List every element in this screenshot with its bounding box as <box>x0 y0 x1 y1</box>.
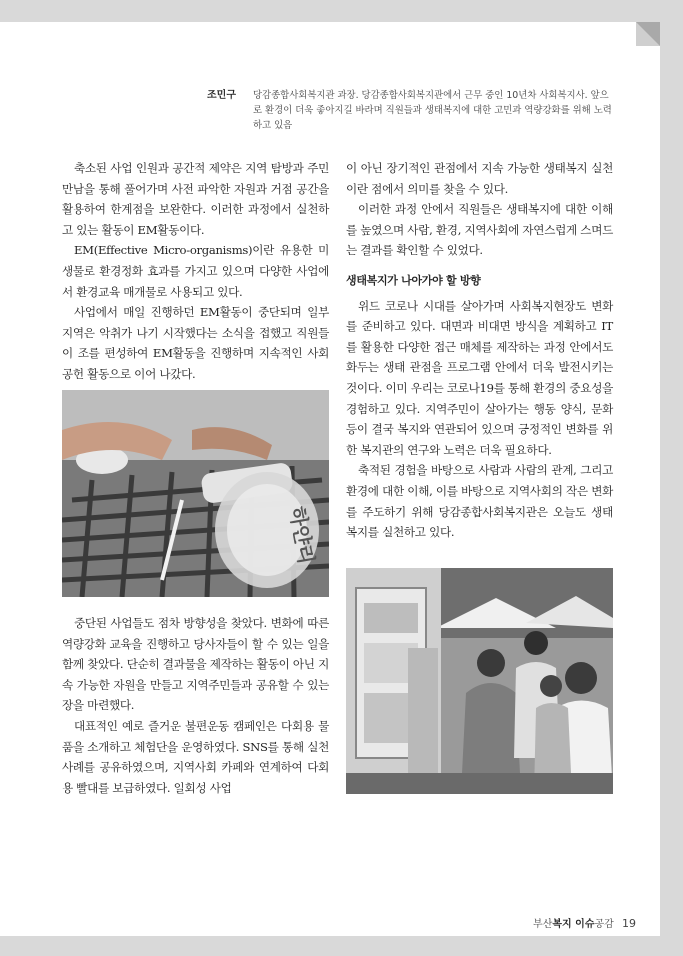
paragraph: 축소된 사업 인원과 공간적 제약은 지역 탐방과 주민 만남을 통해 풀어가며 사전 파악한 자원과 거점 공간을 활용하여 한계점을 보완한다. 이러한 과정에서 실천하고 있는 활동이 EM활동이다. <box>62 161 329 237</box>
left-column-bottom <box>62 613 329 798</box>
author-bio: 당감종합사회복지관 과장. 당감종합사회복지관에서 근무 중인 10년차 사회복지사. 앞으로 환경이 더욱 좋아지길 바라며 직원들과 생태복지에 대한 고민과 역량강화를 위해 노력하고 있음 <box>253 90 612 131</box>
section-heading: 생태복지가 나아가야 할 방향 <box>346 273 481 287</box>
left-column-top <box>62 158 329 385</box>
author-name: 조민구 <box>207 90 236 101</box>
corner-fold <box>636 22 660 46</box>
footer-brand-suffix: 공감 <box>594 919 614 930</box>
page-number: 19 <box>622 917 636 930</box>
paragraph: 축적된 경험을 바탕으로 사람과 사람의 관계, 그리고 환경에 대한 이해, 이를 바탕으로 지역사회의 작은 변화를 주도하기 위해 당감종합사회복지관은 오늘도 생태복지를 실천하고 있다. <box>346 463 613 540</box>
paragraph: 위드 코로나 시대를 살아가며 사회복지현장도 변화를 준비하고 있다. 대면과 비대면 방식을 계획하고 IT를 활용한 다양한 접근 매체를 제작하는 과정 안에서도 화두는 생태 관점을 프로그램 안에서 더욱 발전시키는 것이다. 이미 우리는 코로나19를 통해 환경의 중요성을 경험하고 있다. 지역주민이 살아가는 행동 양식, 문화 등이 결국 복지와 연관되어 있으며 긍정적인 변화를 위한 복지관의 연구와 노력은 더욱 필요하다. <box>346 298 613 457</box>
right-column <box>346 158 613 543</box>
page-footer <box>533 915 636 930</box>
campaign-booth-illustration <box>346 568 613 794</box>
paragraph: 이러한 과정 안에서 직원들은 생태복지에 대한 이해를 높였으며 사람, 환경, 지역사회에 자연스럽게 스며드는 결과를 확인할 수 있었다. <box>346 202 613 258</box>
em-activity-illustration <box>62 390 329 597</box>
bottle-label: 하얀리 <box>285 504 319 566</box>
author-block <box>207 88 612 133</box>
footer-brand-bold: 복지 이슈 <box>552 919 595 930</box>
paragraph: 이 아닌 장기적인 관점에서 지속 가능한 생태복지 실천이란 점에서 의미를 찾을 수 있다. <box>346 161 613 196</box>
paragraph: EM(Effective Micro-organisms)이란 유용한 미생물로 환경정화 효과를 가지고 있으며 다양한 사업에서 환경교육 매개물로 사용되고 있다. <box>62 243 329 299</box>
paragraph: 대표적인 예로 즐거운 불편운동 캠페인은 다회용 물품을 소개하고 체험단을 운영하였다. SNS를 통해 실천사례를 공유하였으며, 지역사회 카페와 연계하여 다회용 빨대를 보급하였다. 일회성 사업 <box>62 718 329 795</box>
paragraph: 중단된 사업들도 점차 방향성을 찾았다. 변화에 따른 역량강화 교육을 진행하고 당사자들이 할 수 있는 일을 함께 찾았다. 단순히 결과물을 제작하는 활동이 아닌 지속 가능한 자원을 만들고 지역주민들과 공유할 수 있는 장을 마련했다. <box>62 616 329 713</box>
paragraph: 사업에서 매일 진행하던 EM활동이 중단되며 일부 지역은 악취가 나기 시작했다는 소식을 접했고 직원들이 조를 편성하여 EM활동을 진행하며 지속적인 사회공헌 활동으로 이어 나갔다. <box>62 305 329 381</box>
em-activity-photo <box>62 390 329 597</box>
footer-brand-prefix: 부산 <box>533 919 553 930</box>
campaign-booth-photo <box>346 568 613 794</box>
